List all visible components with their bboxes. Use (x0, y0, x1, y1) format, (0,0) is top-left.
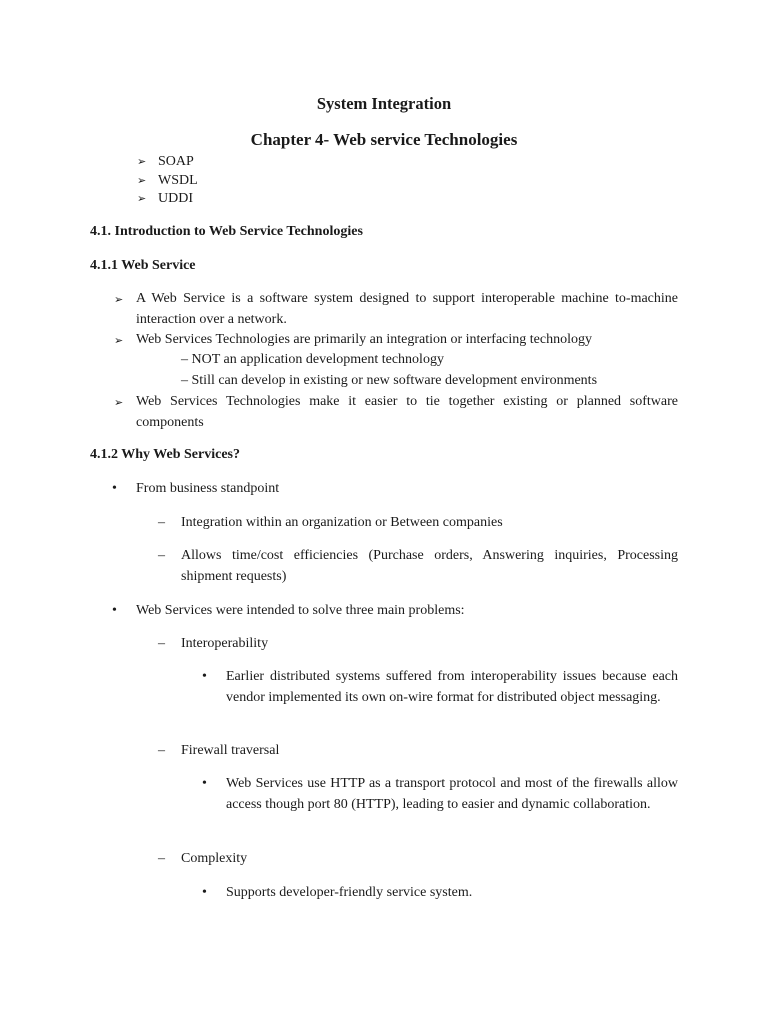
problem-firewall-detail: Web Services use HTTP as a transport protocol and most of the firewalls allow access though port 80 (HTTP), leading to easier and dynamic collaboration. (226, 776, 678, 812)
dash-icon: – (158, 515, 165, 530)
dash-icon: – (158, 743, 165, 758)
section-heading-why: 4.1.2 Why Web Services? (90, 447, 240, 462)
toc-item-soap: SOAP (158, 154, 194, 169)
business-standpoint: From business standpoint (136, 481, 280, 496)
problem-complexity-detail: Supports developer-friendly service system. (226, 885, 473, 900)
section-heading-intro: 4.1. Introduction to Web Service Technologies (90, 224, 363, 239)
section-heading-web-service: 4.1.1 Web Service (90, 258, 196, 273)
toc-item-wsdl: WSDL (158, 173, 198, 188)
dash-icon: – (158, 548, 165, 563)
problem-complexity: Complexity (181, 851, 248, 866)
dash-icon: – (158, 851, 165, 866)
ws-item-tie-together: Web Services Technologies make it easier to tie together existing or planned software components (136, 394, 678, 430)
ws-item-definition: A Web Service is a software system designed to support interoperable machine to-machine interaction over a network. (136, 291, 678, 327)
arrow-bullet-icon: ➢ (114, 294, 124, 306)
bullet-icon: • (202, 776, 207, 791)
bullet-icon: • (202, 885, 207, 900)
bullet-icon: • (112, 603, 117, 618)
arrow-bullet-icon: ➢ (137, 156, 147, 168)
problem-interoperability: Interoperability (181, 636, 269, 651)
toc-item-uddi: UDDI (158, 191, 193, 206)
business-sub-efficiencies: Allows time/cost efficiencies (Purchase orders, Answering inquiries, Processing shipment requests) (181, 548, 678, 584)
bullet-icon: • (112, 481, 117, 496)
bullet-icon: • (202, 669, 207, 684)
ws-item-integration: Web Services Technologies are primarily an integration or interfacing technology (136, 332, 592, 347)
arrow-bullet-icon: ➢ (114, 335, 124, 347)
problem-firewall: Firewall traversal (181, 743, 280, 758)
business-sub-integration: Integration within an organization or Between companies (181, 515, 503, 530)
ws-subitem-not-app-dev: – NOT an application development technology (181, 352, 444, 367)
problem-interoperability-detail: Earlier distributed systems suffered from interoperability issues because each vendor implemented its own on-wire format for distributed object messaging. (226, 669, 678, 705)
arrow-bullet-icon: ➢ (114, 397, 124, 409)
problems-intro: Web Services were intended to solve three main problems: (136, 603, 465, 618)
document-title: System Integration (316, 94, 452, 113)
dash-icon: – (158, 636, 165, 651)
arrow-bullet-icon: ➢ (137, 175, 147, 187)
chapter-title: Chapter 4- Web service Technologies (250, 130, 518, 149)
arrow-bullet-icon: ➢ (137, 193, 147, 205)
ws-subitem-develop: – Still can develop in existing or new software development environments (181, 373, 598, 388)
